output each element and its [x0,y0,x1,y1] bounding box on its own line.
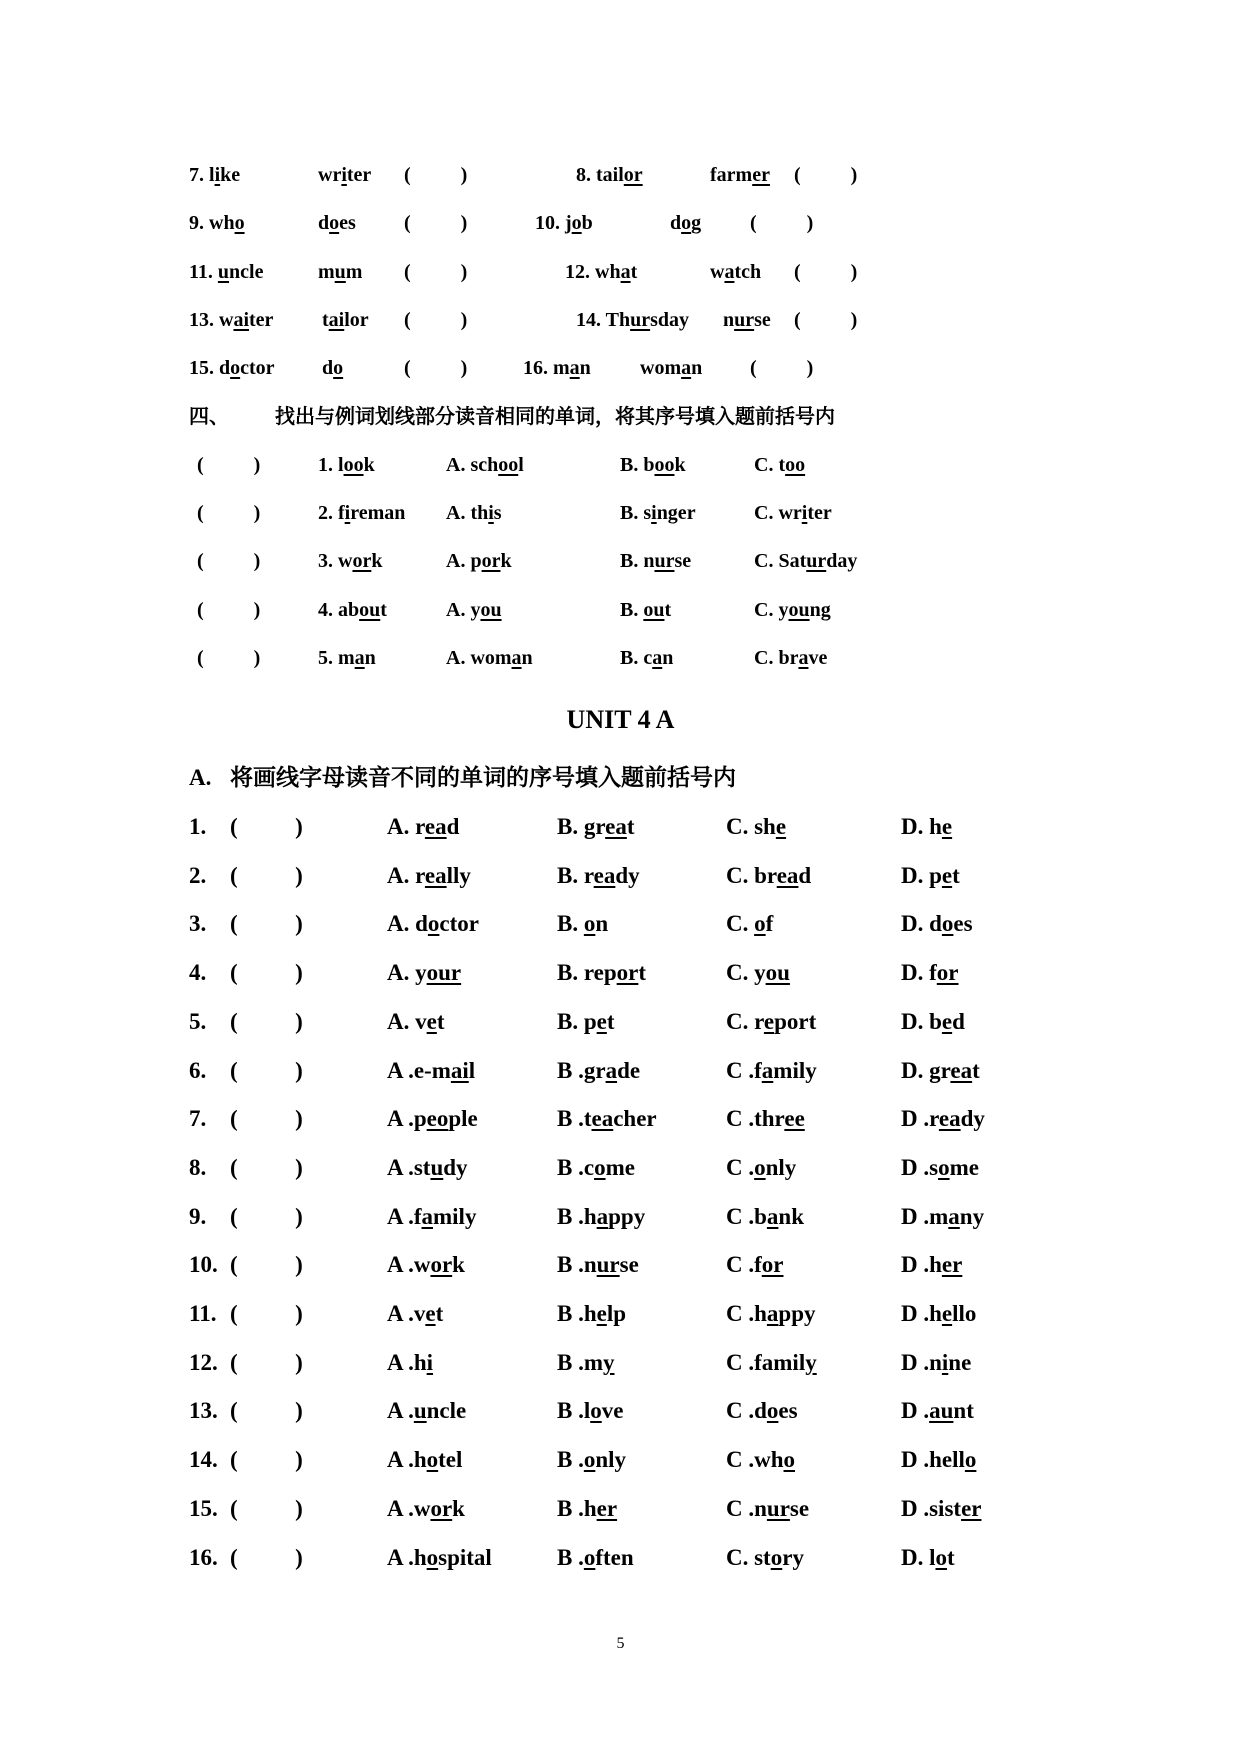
underlined-letters: a [766,1203,779,1229]
example-word: 4. about [318,599,387,621]
option-a: A .hotel [387,1447,463,1473]
question-row [0,1148,1241,1188]
answer-blank[interactable]: ( ) [794,164,858,186]
option-c: C .only [726,1154,797,1180]
underlined-letters: o [783,1447,796,1473]
pair-row [0,300,1241,340]
answer-blank[interactable]: ( ) [230,814,303,839]
underlined-letters: e [426,1008,437,1034]
option-d: D .hello [901,1447,977,1473]
question-number: 1. [189,814,207,839]
option-a: A .hi [387,1349,434,1375]
underlined-letters: ea [938,1106,961,1132]
answer-blank[interactable]: ( ) [794,261,858,283]
underlined-letters: ou [359,599,381,621]
underlined-letters: ur [654,550,675,572]
pair-row [0,155,1241,195]
pair-word: tailor [322,309,369,331]
underlined-letters: er [941,1252,963,1278]
match-row [0,445,1241,485]
option-a: A .vet [387,1301,444,1326]
underlined-letters: or [352,550,372,572]
option-b: B. can [620,647,674,669]
underlined-letters: o [583,1447,596,1473]
question-row [0,1538,1241,1578]
underlined-letters: ou [643,599,665,621]
pair-word: 15. doctor [189,357,275,379]
question-row [0,1245,1241,1285]
example-word: 5. man [318,647,376,669]
option-d: D .some [901,1154,979,1180]
pair-word: do [322,357,344,379]
underlined-letters: a [421,1203,433,1229]
underlined-letters: u [430,1154,444,1180]
page-number: 5 [616,1635,625,1652]
answer-blank[interactable]: ( ) [230,1398,303,1424]
option-a: A .work [387,1495,465,1521]
underlined-letters: o [583,911,596,937]
option-c: C .for [726,1252,784,1278]
underlined-letters: er [961,1495,982,1521]
example-word: 3. work [318,550,383,572]
question-row [0,1440,1241,1480]
option-a: A .hospital [387,1544,492,1570]
answer-blank[interactable]: ( ) [404,357,468,379]
question-number: 6. [189,1057,207,1083]
question-row [0,1343,1241,1383]
option-c: C .does [726,1398,798,1424]
answer-blank[interactable]: ( ) [230,1349,303,1375]
pair-row [0,252,1241,292]
section-a-instruction: 将画线字母读音不同的单词的序号填入题前括号内 [230,765,736,791]
question-number: 9. [189,1203,207,1229]
underlined-letters: or [616,960,639,986]
option-b: B .teacher [557,1106,657,1132]
question-row [0,1051,1241,1091]
answer-blank[interactable]: ( ) [230,1495,303,1521]
underlined-letters: e [941,1301,953,1326]
example-word: 1. look [318,454,375,476]
underlined-letters: ea [424,814,447,839]
underlined-letters: or [430,1252,453,1278]
underlined-letters: a [761,1057,774,1083]
answer-blank[interactable]: ( ) [230,1252,303,1278]
underlined-letters: au [929,1398,954,1424]
option-b: B. nurse [620,550,692,572]
option-a: A .study [387,1154,468,1180]
underlined-letters: o [583,1544,596,1570]
option-b: B. singer [620,502,696,524]
underlined-letters: ou [480,599,502,621]
pair-word: 14. Thursday [576,309,690,331]
question-number: 8. [189,1154,207,1180]
underlined-letters: o [594,1154,606,1180]
question-number: 13. [189,1398,218,1424]
underlined-letters: i [488,502,494,524]
underlined-letters: y [603,1349,615,1375]
underlined-letters: e [941,814,953,839]
underlined-letters: a [620,261,631,283]
option-c: C. story [726,1544,804,1570]
underlined-letters: er [752,164,770,186]
option-b: B .help [557,1301,627,1326]
underlined-letters: ai [328,309,345,331]
underlined-letters: a [605,1057,618,1083]
underlined-letters: e [941,1008,953,1034]
option-b: B. report [557,960,647,986]
pair-word: nurse [723,309,771,331]
underlined-letters: y [805,1349,817,1375]
pair-word: 9. who [189,212,245,234]
option-a: A. pork [446,550,512,572]
question-number: 10. [189,1252,218,1278]
underlined-letters: ur [766,1495,790,1521]
answer-blank[interactable]: ( ) [404,261,468,283]
section-a-letter: A. [189,765,212,790]
option-d: D. lot [901,1544,955,1570]
underlined-letters: er [596,1495,618,1521]
underlined-letters: a [724,261,735,283]
underlined-letters: o [766,1398,779,1424]
answer-blank[interactable]: ( ) [230,1008,303,1034]
option-c: C. too [754,454,806,476]
underlined-letters: o [754,911,766,937]
question-number: 2. [189,862,207,888]
underlined-letters: a [681,357,692,379]
underlined-letters: or [623,164,643,186]
question-row [0,1391,1241,1431]
option-a: A. this [446,502,502,524]
option-c: C .who [726,1447,796,1473]
pair-word: woman [640,357,703,379]
underlined-letters: o [964,1447,977,1473]
underlined-letters: o [427,911,440,937]
underlined-letters: i [214,164,221,186]
option-b: B .her [557,1495,618,1521]
question-row [0,1197,1241,1237]
option-c: C. bread [726,862,812,888]
underlined-letters: e [763,1008,775,1034]
option-c: C .nurse [726,1495,810,1521]
underlined-letters: ea [776,862,799,888]
underlined-letters: e [425,1301,436,1326]
match-row [0,590,1241,630]
underlined-letters: ur [630,309,651,331]
option-c: C .three [726,1106,805,1132]
question-number: 4. [189,960,207,986]
pair-word: writer [318,164,372,186]
answer-blank[interactable]: ( ) [230,862,303,888]
underlined-letters: i [801,502,808,524]
pair-word: mum [318,261,363,283]
option-b: B .come [557,1154,635,1180]
option-b: B. out [620,599,672,621]
pair-word: 11. uncle [189,261,264,283]
underlined-letters: i [344,502,351,524]
question-row [0,953,1241,993]
answer-blank[interactable]: ( ) [230,1301,303,1326]
underlined-letters: a [766,1301,779,1326]
option-c: C .bank [726,1203,804,1229]
section-a-heading [0,758,1241,798]
underlined-letters: i [941,1349,949,1375]
pair-row [0,348,1241,388]
question-row [0,904,1241,944]
option-a: A .family [387,1203,477,1229]
option-d: D .her [901,1252,963,1278]
question-row [0,1489,1241,1529]
option-c: C. young [754,599,831,621]
question-number: 7. [189,1106,207,1132]
underlined-letters: o [935,1544,947,1570]
underlined-letters: a [354,647,365,669]
question-number: 3. [189,911,207,937]
question-number: 5. [189,1008,207,1034]
pair-word: watch [710,261,762,283]
underlined-letters: ur [734,309,755,331]
pair-word: 8. tailor [576,164,643,186]
pair-word: 13. waiter [189,309,274,331]
section-four-heading [0,396,1241,436]
option-a: A .e-mail [387,1057,476,1083]
underlined-letters: ur [596,1252,620,1278]
underlined-letters: o [754,1154,766,1180]
underlined-letters: ur [806,550,827,572]
match-row [0,493,1241,533]
underlined-letters: e [941,862,953,888]
underlined-letters: i [426,1349,434,1375]
answer-blank[interactable]: ( ) [794,309,858,331]
question-number: 11. [189,1301,217,1326]
option-a: A. woman [446,647,533,669]
example-word: 2. fireman [318,502,406,524]
answer-blank[interactable]: ( ) [750,357,814,379]
answer-blank[interactable]: ( ) [197,454,261,476]
underlined-letters: o [938,1154,950,1180]
option-a: A .people [387,1106,478,1132]
option-c: C. writer [754,502,832,524]
section-four-instruction: 找出与例词划线部分读音相同的单词，将其序号填入题前括号内 [275,404,835,428]
option-c: C. Saturday [754,550,858,572]
option-c: C. of [726,911,774,937]
underlined-letters: o [230,357,241,379]
underlined-letters: oo [343,454,364,476]
option-b: B .my [557,1349,615,1375]
option-c: C .family [726,1349,817,1375]
underlined-letters: or [481,550,501,572]
underlined-letters: o [426,1447,439,1473]
underlined-letters: ea [605,814,627,839]
option-d: D. bed [901,1008,965,1034]
option-a: A. your [387,960,462,986]
answer-blank[interactable]: ( ) [230,1154,303,1180]
option-d: D .hello [901,1301,977,1326]
underlined-letters: a [798,647,809,669]
question-number: 15. [189,1495,218,1521]
section-four-number: 四、 [189,404,229,428]
option-a: A. you [446,599,502,621]
option-d: D. does [901,911,973,937]
answer-blank[interactable]: ( ) [230,1203,303,1229]
option-c: C. report [726,1008,817,1034]
option-b: B .only [557,1447,627,1473]
underlined-letters: i [651,502,657,524]
option-d: D .nine [901,1349,972,1375]
option-c: C .family [726,1057,817,1083]
answer-blank[interactable]: ( ) [404,309,468,331]
option-c: C. you [726,960,790,986]
option-b: B. book [620,454,686,476]
underlined-letters: o [681,212,692,234]
unit-title: UNIT 4 A [566,705,675,734]
option-d: D .aunt [901,1398,974,1424]
underlined-letters: ea [950,1057,973,1083]
option-b: B .happy [557,1203,646,1229]
underlined-letters: o [571,212,582,234]
pair-word: 10. job [535,212,593,234]
underlined-letters: i [341,164,347,186]
underlined-letters: o [426,1544,439,1570]
underlined-letters: our [426,960,462,986]
underlined-letters: ea [593,862,616,888]
pair-word: 12. what [565,261,638,283]
option-d: D .sister [901,1495,982,1521]
option-b: B .often [557,1544,634,1570]
answer-blank[interactable]: ( ) [230,1544,303,1570]
underlined-letters: u [217,261,230,283]
option-b: B .nurse [557,1252,639,1278]
underlined-letters: or [761,1252,784,1278]
underlined-letters: or [430,1495,453,1521]
pair-word: 16. man [523,357,591,379]
answer-blank[interactable]: ( ) [230,960,303,986]
option-a: A. school [446,454,524,476]
option-b: B .love [557,1398,624,1424]
option-b: B. ready [557,862,640,888]
option-d: D. pet [901,862,960,888]
pair-word: dog [670,212,702,234]
question-number: 12. [189,1349,218,1375]
underlined-letters: oo [654,454,675,476]
underlined-letters: ea [424,862,447,888]
underlined-letters: ee [784,1106,805,1132]
answer-blank[interactable]: ( ) [230,911,303,937]
underlined-letters: ai [450,1057,469,1083]
pair-word: does [318,212,356,234]
match-row [0,638,1241,678]
underlined-letters: a [948,1203,960,1229]
underlined-letters: a [511,647,522,669]
pair-word: farmer [710,164,770,186]
option-d: D. great [901,1057,980,1083]
pair-word: 7. like [189,164,241,186]
answer-blank[interactable]: ( ) [750,212,814,234]
question-row [0,1099,1241,1139]
underlined-letters: ea [591,1106,614,1132]
underlined-letters: o [941,911,954,937]
answer-blank[interactable]: ( ) [197,647,261,669]
answer-blank[interactable]: ( ) [197,599,261,621]
underlined-letters: u [334,261,346,283]
question-row [0,807,1241,847]
question-row [0,856,1241,896]
option-a: A. really [387,862,471,888]
underlined-letters: or [936,960,959,986]
option-a: A. doctor [387,911,479,937]
option-c: C. she [726,814,787,839]
option-d: D. he [901,814,953,839]
option-b: B. pet [557,1008,615,1034]
underlined-letters: a [596,1203,609,1229]
underlined-letters: ou [788,599,810,621]
underlined-letters: e [596,1301,607,1326]
option-a: A .work [387,1252,465,1278]
underlined-letters: ai [233,309,250,331]
underlined-letters: u [413,1398,427,1424]
underlined-letters: o [329,212,340,234]
underlined-letters: a [652,647,663,669]
underlined-letters: ou [765,960,790,986]
underlined-letters: o [333,357,344,379]
option-a: A. read [387,814,460,839]
underlined-letters: oo [498,454,519,476]
answer-blank[interactable]: ( ) [230,1057,303,1083]
pair-row [0,203,1241,243]
option-c: C .happy [726,1301,816,1326]
underlined-letters: e [596,1008,607,1034]
underlined-letters: o [770,1544,783,1570]
question-row [0,1002,1241,1042]
answer-blank[interactable]: ( ) [230,1447,303,1473]
option-b: B. great [557,814,635,839]
underlined-letters: eo [426,1106,449,1132]
option-a: A .uncle [387,1398,467,1424]
answer-blank[interactable]: ( ) [404,212,468,234]
option-b: B .grade [557,1057,641,1083]
answer-blank[interactable]: ( ) [197,550,261,572]
underlined-letters: a [569,357,580,379]
option-a: A. vet [387,1008,445,1034]
underlined-letters: oo [785,454,806,476]
underlined-letters: e [775,814,787,839]
option-d: D. for [901,960,959,986]
answer-blank[interactable]: ( ) [197,502,261,524]
match-row [0,541,1241,581]
underlined-letters: o [590,1398,602,1424]
option-d: D .ready [901,1106,985,1132]
option-d: D .many [901,1203,985,1229]
answer-blank[interactable]: ( ) [230,1106,303,1132]
option-c: C. brave [754,647,828,669]
question-row [0,1294,1241,1334]
answer-blank[interactable]: ( ) [404,164,468,186]
option-b: B. on [557,911,609,937]
underlined-letters: o [234,212,245,234]
question-number: 14. [189,1447,218,1473]
question-number: 16. [189,1544,218,1570]
